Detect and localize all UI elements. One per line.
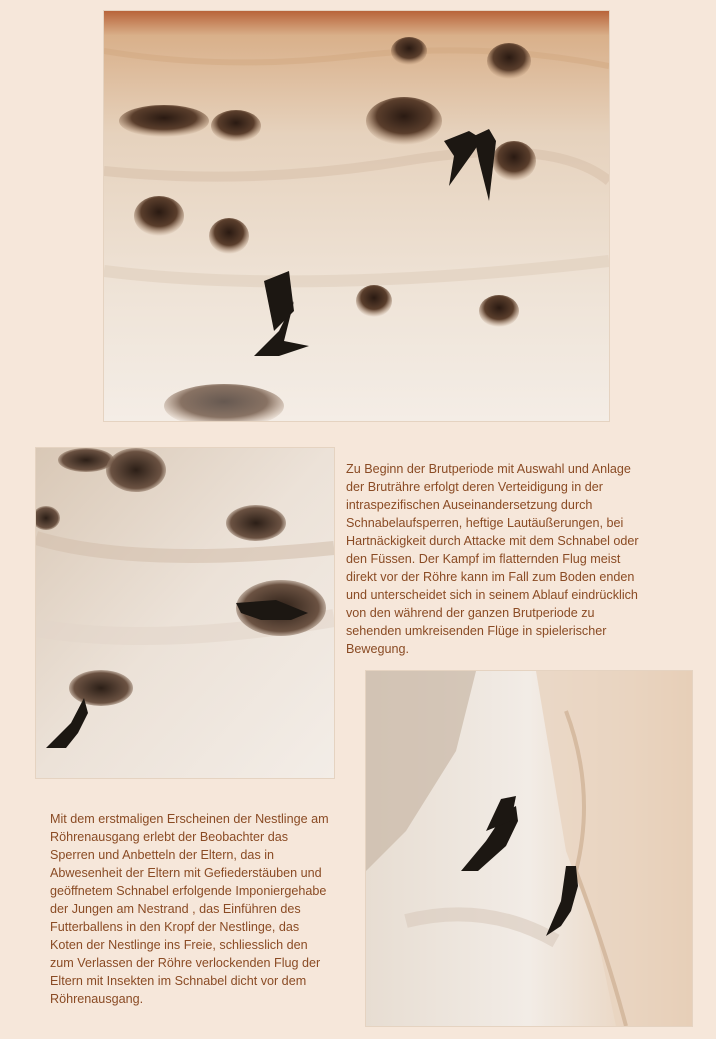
- burrow-entrance-photo: [36, 448, 334, 778]
- nestlings-paragraph: Mit dem erstmaligen Erscheinen der Nestlinge am Röhrenausgang erlebt der Beobachter das Sperren und Anbetteln der Eltern, das in Abwesenheit der Eltern mit Gefiederstäuben und geöffnetem Schnabel erfolgende Imponiergehabe der Jungen am Nestrand , das Einführen des Futterballens in den Kropf der Nestlinge, das Koten der Nestlinge ins Freie, schliesslich den zum Verlassen der Röhre verlockenden Flug der Eltern mit Insekten im Schnabel dicht vor dem Röhrenausgang.: [50, 812, 329, 1006]
- breeding-defense-paragraph: Zu Beginn der Brutperiode mit Auswahl und Anlage der Bruträhre erfolgt deren Verteidigung in der intraspezifischen Auseinandersetzung durch Schnabelaufsperren, heftige Lautäußerungen, bei Hartnäckigkeit durch Attacke mit dem Schnabel oder den Füssen. Der Kampf im flatternden Flug meist direkt vor der Röhre kann im Fall zum Boden enden und unterscheidet sich in seinem Ablauf eindrücklich von den während der ganzen Brutperiode zu sehenden umkreisenden Flüge in spielerischer Bewegung.: [346, 462, 639, 656]
- cliff-swallows-photo: [366, 671, 692, 1026]
- sand-martin-colony-photo: [104, 11, 609, 421]
